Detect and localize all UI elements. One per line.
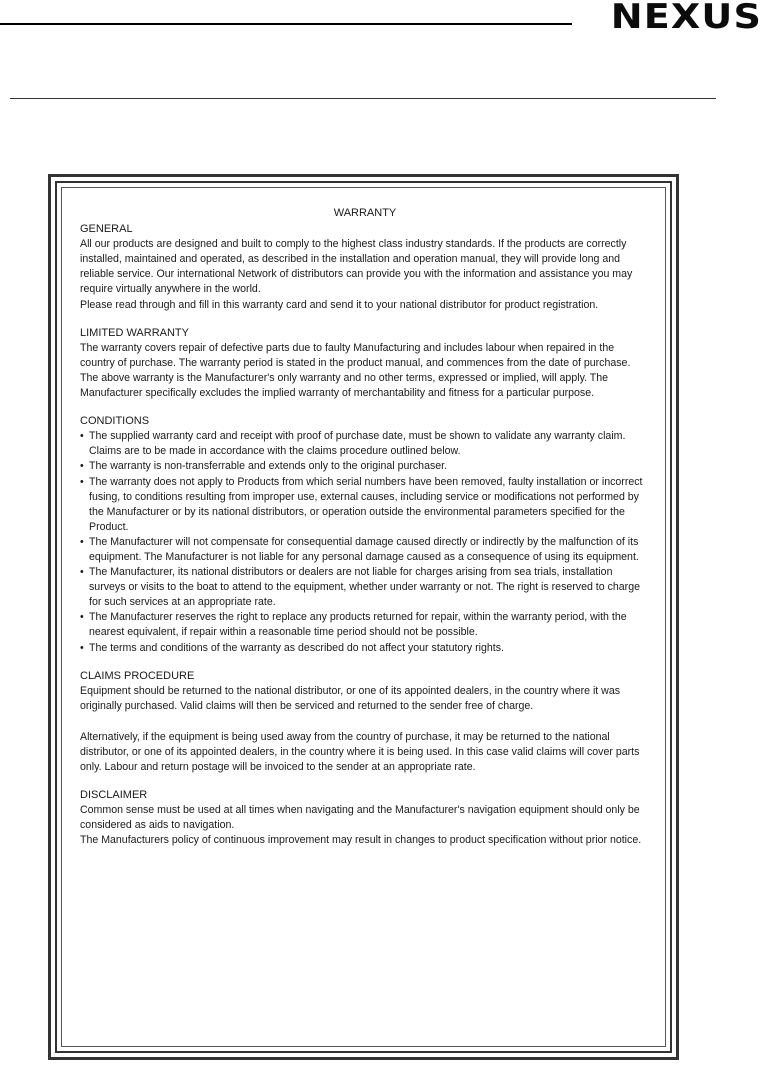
limited-warranty-section [80,326,650,401]
condition-item: • The warranty is non-transferrable and extends only to the original purchaser. [80,459,650,474]
nexus-logo: NEXUS [610,0,762,37]
warranty-card [80,206,650,849]
section-divider [10,98,716,99]
general-section [80,222,650,313]
claims-paragraph: Alternatively, if the equipment is being used away from the country of purchase, it may be returned to the national distributor, or one of its appointed dealers, in the country where it is being used. In this case valid claims will cover parts only. Labour and return postage will be invoiced to the sender at an appropriate rate. [80,730,640,774]
disclaimer-paragraph: Common sense must be used at all times when navigating and the Manufacturer's navigation equipment should only be considered as aids to navigation. [80,804,640,832]
conditions-list [80,429,650,655]
condition-item: • The Manufacturer, its national distributors or dealers are not liable for charges arising from sea trials, installation surveys or visits to the boat to attend to the equipment, whether under warranty or not. The right is reserved to charge for such services at an appropriate rate. [80,565,650,610]
general-paragraph: Please read through and fill in this warranty card and send it to your national distributor for product registration. [80,298,599,311]
header-rule [0,23,572,25]
condition-item: • The Manufacturer reserves the right to replace any products returned for repair, within the warranty period, with the nearest equivalent, if repair within a reasonable time period should not be possible. [80,610,650,640]
conditions-heading: CONDITIONS [80,415,150,428]
condition-item: • The terms and conditions of the warranty as described do not affect your statutory rights. [80,641,650,656]
claims-paragraph: Equipment should be returned to the national distributor, or one of its appointed dealers, in the country where it was originally purchased. Valid claims will then be serviced and returned to the sender free of charge. [80,684,621,712]
disclaimer-paragraph: The Manufacturers policy of continuous improvement may result in changes to product specification without prior notice. [80,834,642,847]
disclaimer-section [80,788,650,848]
condition-item: • The warranty does not apply to Products from which serial numbers have been removed, faulty installation or incorrect fusing, to conditions resulting from improper use, external causes, including service or modifications not performed by the Manufacturer or by its national distributors, or operation outside the environmental parameters specified for the Product. [80,475,650,535]
disclaimer-heading: DISCLAIMER [80,789,148,802]
general-heading: GENERAL [80,223,133,236]
claims-procedure-section [80,669,650,776]
condition-item: • The supplied warranty card and receipt with proof of purchase date, must be shown to validate any warranty claim. Claims are to be made in accordance with the claims procedure outlined below. [80,429,650,459]
limited-warranty-heading: LIMITED WARRANTY [80,326,189,339]
conditions-section [80,414,650,656]
warranty-title: WARRANTY [333,207,397,219]
general-paragraph: All our products are designed and built to comply to the highest class industry standards. If the products are correctly installed, maintained and operated, as described in the installation and operation manual, they will provide long and reliable service. Our international Network of distributors can provide you with the information and assistance you may require virtually anywhere in the world. [80,238,633,296]
condition-item: • The Manufacturer will not compensate for consequential damage caused directly or indirectly by the malfunction of its equipment. The Manufacturer is not liable for any personal damage caused as a consequence of using its equipment. [80,535,650,565]
claims-procedure-heading: CLAIMS PROCEDURE [80,669,195,682]
limited-warranty-paragraph: The warranty covers repair of defective parts due to faulty Manufacturing and includes labour when repaired in the country of purchase. The warranty period is stated in the product manual, and commences from the date of purchase. The above warranty is the Manufacturer's only warranty and no other terms, expressed or implied, will apply. The Manufacturer specifically excludes the implied warranty of merchantability and fitness for a particular purpose. [80,341,631,400]
